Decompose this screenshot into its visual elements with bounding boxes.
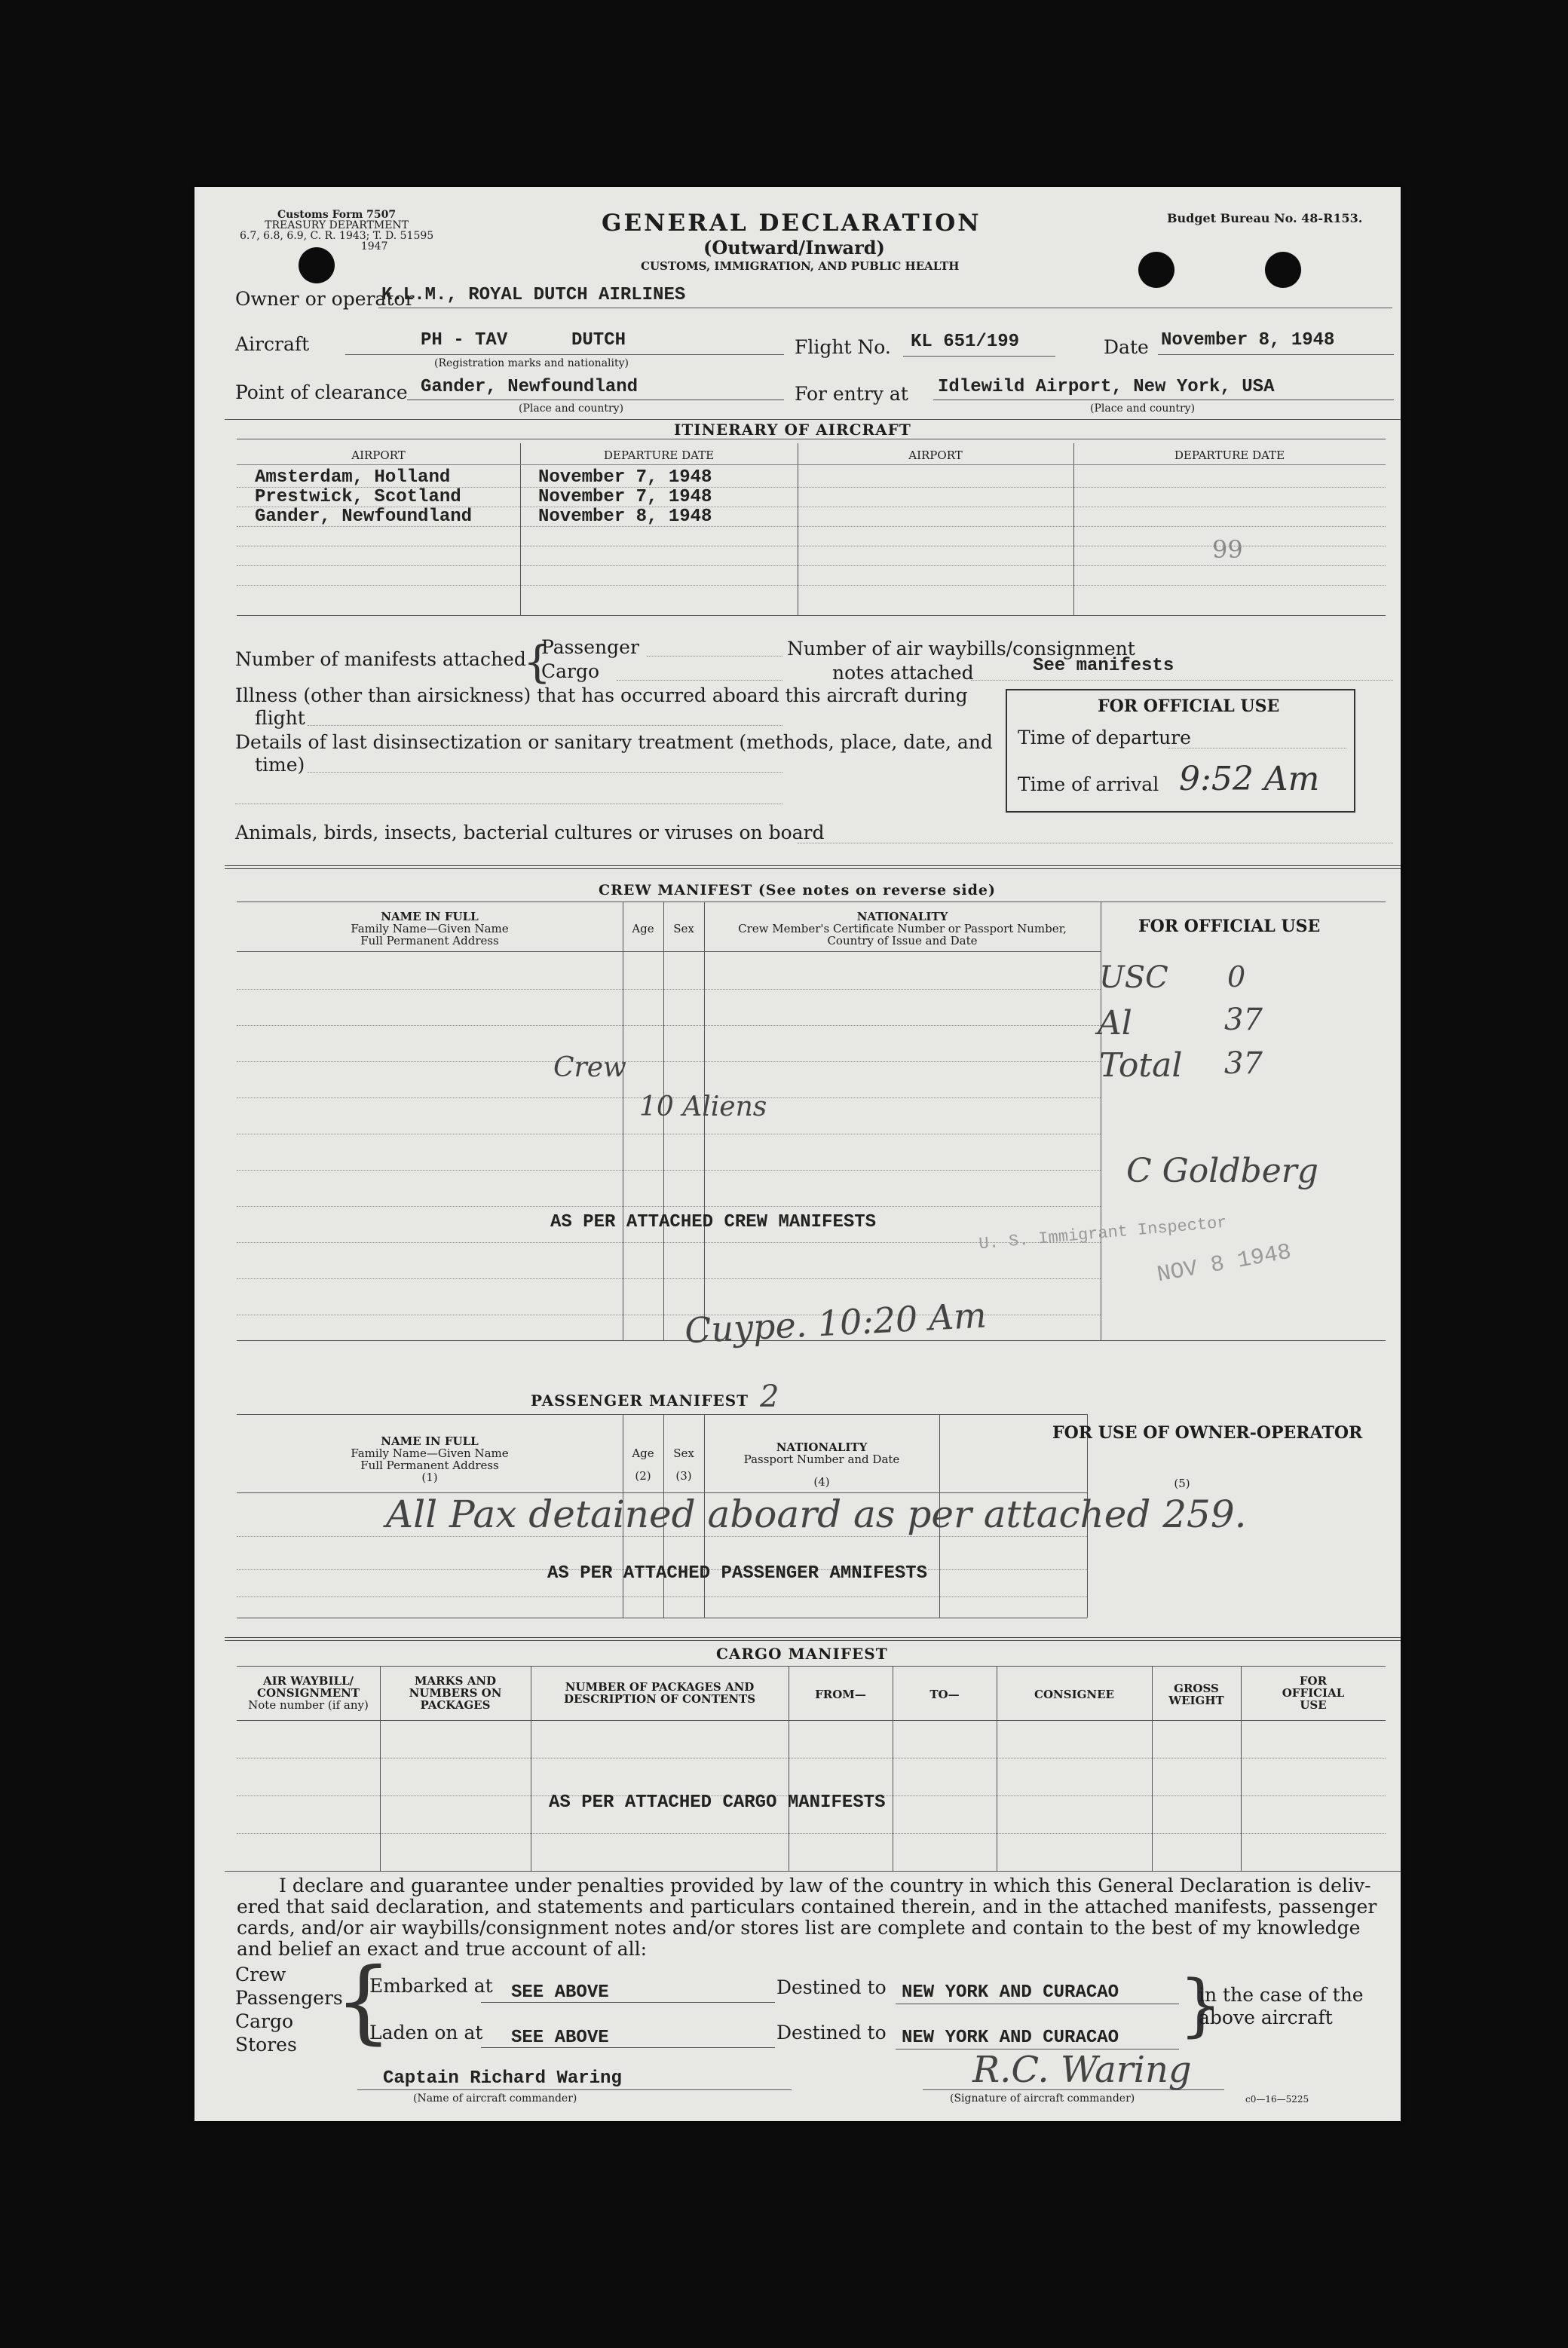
destined-value-2: NEW YORK AND CURACAO [902, 2028, 1119, 2048]
crew-hw-usc: USC [1099, 960, 1168, 995]
punch-hole [299, 247, 335, 283]
signature-caption: (Signature of aircraft commander) [950, 2092, 1135, 2105]
flight-value: KL 651/199 [911, 332, 1020, 352]
categories-brace: { [335, 1949, 393, 2054]
passenger-header-nat-1: NATIONALITY [776, 1440, 868, 1454]
crew-hw-alien-count: 37 [1224, 1003, 1263, 1037]
passenger-header-name-3: Full Permanent Address [360, 1459, 499, 1472]
budget-number: Budget Bureau No. 48-R153. [1167, 211, 1363, 225]
cargo-header-line [237, 1720, 1386, 1721]
declaration-line: ered that said declaration, and statements and particulars contained therein, and in the attached manifests, passenger [237, 1896, 1377, 1918]
declaration-line: I declare and guarantee under penalties provided by law of the country in which this General Declaration is deliv- [279, 1875, 1371, 1896]
itinerary-date: November 7, 1948 [538, 467, 712, 488]
passenger-header-name [237, 1435, 623, 1483]
itinerary-header-airport-2: AIRPORT [908, 448, 963, 462]
cargo-header-marks [380, 1675, 531, 1711]
date-label: Date [1104, 336, 1149, 358]
declaration-text [237, 1875, 1377, 1960]
crew-header-name [237, 911, 623, 947]
case-label: in the case of the [1199, 1984, 1364, 2006]
manifests-passenger: Passenger [541, 636, 639, 658]
itinerary-header-line [237, 464, 1386, 465]
crew-hw-alien: Al [1098, 1004, 1132, 1042]
category-crew: Crew [235, 1964, 286, 1985]
itinerary-header-date: DEPARTURE DATE [603, 448, 715, 462]
crew-hw-aliens: 10 Aliens [639, 1091, 767, 1122]
passenger-header-age-num: (2) [635, 1469, 651, 1483]
entry-line [933, 399, 1394, 400]
manifests-cargo-line [617, 680, 782, 681]
crew-top-rule [225, 865, 1401, 869]
crew-row-line [237, 1242, 1101, 1243]
clearance-line [407, 399, 784, 400]
passenger-title: PASSENGER MANIFEST [531, 1391, 749, 1410]
passenger-row-line [237, 1536, 1087, 1537]
manifests-brace: { [523, 636, 551, 687]
waybills-value: See manifests [1033, 656, 1174, 676]
crew-header-nationality [704, 911, 1101, 947]
itinerary-airport: Prestwick, Scotland [255, 487, 461, 507]
itinerary-date: November 7, 1948 [538, 487, 712, 507]
category-cargo: Cargo [235, 2010, 294, 2032]
passenger-header-nationality [704, 1441, 939, 1488]
inspector-stamp-date: NOV 8 1948 [1155, 1239, 1294, 1289]
clearance-caption: (Place and country) [519, 403, 624, 415]
aircraft-caption: (Registration marks and nationality) [434, 357, 629, 369]
general-declaration-form [194, 187, 1401, 2121]
commander-caption: (Name of aircraft commander) [413, 2092, 577, 2105]
crew-hw-total: Total [1099, 1046, 1183, 1085]
cargo-header-marks-1: MARKS AND [414, 1674, 497, 1688]
form-subtitle: (Outward/Inward) [703, 237, 885, 259]
passenger-header-name-4: (1) [421, 1471, 438, 1484]
crew-header-nat-2: Crew Member's Certificate Number or Passport Number, [738, 922, 1067, 935]
passenger-rule [237, 1414, 1087, 1415]
itinerary-top-line [225, 419, 1401, 420]
declaration-line: and belief an exact and true account of all: [237, 1938, 648, 1960]
crew-header-age: Age [632, 922, 654, 935]
date-line [1158, 354, 1394, 355]
case-label-2: above aircraft [1199, 2007, 1333, 2028]
commander-name: Captain Richard Waring [383, 2068, 622, 2089]
passenger-header-sex-label: Sex [673, 1446, 694, 1460]
cargo-header-official-3: USE [1300, 1698, 1327, 1712]
owner-operator-use: FOR USE OF OWNER-OPERATOR [1052, 1423, 1363, 1443]
passenger-header-col5: (5) [1174, 1477, 1190, 1490]
entry-caption: (Place and country) [1090, 403, 1196, 415]
embarked-label: Embarked at [369, 1975, 493, 1997]
aircraft-label: Aircraft [235, 333, 310, 355]
cargo-top-rule [225, 1637, 1401, 1641]
cargo-header-weight-1: GROSS [1174, 1682, 1219, 1695]
crew-header-name-3: Full Permanent Address [360, 934, 499, 947]
form-id [240, 210, 433, 252]
clearance-value: Gander, Newfoundland [421, 377, 639, 397]
cargo-header-from: FROM— [815, 1688, 866, 1701]
crew-row-line [237, 1170, 1101, 1171]
form-number: Customs Form 7507 [277, 209, 397, 221]
cargo-bottom-line [225, 1871, 1401, 1872]
disinsect-label: Details of last disinsectization or sanitary treatment (methods, place, date, and [235, 731, 993, 753]
crew-hw-total-count: 37 [1224, 1046, 1263, 1081]
cargo-header-marks-2: NUMBERS ON [409, 1686, 502, 1700]
cargo-rule [237, 1666, 1386, 1667]
passenger-header-nat-2: Passport Number and Date [743, 1453, 900, 1466]
punch-hole [1265, 252, 1301, 288]
form-title: GENERAL DECLARATION [602, 210, 982, 237]
itinerary-note: 99 [1212, 535, 1243, 564]
departure-time-label: Time of departure [1018, 727, 1191, 748]
embarked-line [481, 2002, 775, 2003]
case-brace: } [1179, 1966, 1223, 2045]
manifests-cargo: Cargo [541, 660, 600, 682]
cargo-header-official-2: OFFICIAL [1282, 1686, 1345, 1700]
crew-row-line [237, 1206, 1101, 1207]
itinerary-header-date-2: DEPARTURE DATE [1174, 448, 1285, 462]
crew-row-line [237, 1278, 1101, 1279]
department: TREASURY DEPARTMENT [265, 219, 409, 231]
passenger-header-name-1: NAME IN FULL [381, 1434, 479, 1448]
waybills-label-2: notes attached [832, 662, 974, 684]
cargo-header-waybill-3: Note number (if any) [248, 1698, 369, 1712]
cargo-header-marks-3: PACKAGES [420, 1698, 491, 1712]
destined-label-2: Destined to [776, 2022, 887, 2043]
commander-line [357, 2089, 792, 2090]
cargo-header-official [1241, 1675, 1386, 1711]
laden-label: Laden on at [369, 2022, 483, 2043]
cargo-title: CARGO MANIFEST [716, 1645, 888, 1663]
cargo-header-consignee: CONSIGNEE [1034, 1688, 1114, 1701]
itinerary-airport: Gander, Newfoundland [255, 507, 473, 527]
cargo-header-weight-2: WEIGHT [1168, 1694, 1224, 1707]
owner-value: K.L.M., ROYAL DUTCH AIRLINES [381, 285, 686, 305]
destined-label: Destined to [776, 1976, 887, 1998]
passenger-header-age [623, 1447, 663, 1482]
inspector-stamp-title: U. S. Immigrant Inspector [978, 1213, 1228, 1254]
itinerary-date: November 8, 1948 [538, 507, 712, 527]
passenger-typed: AS PER ATTACHED PASSENGER AMNIFESTS [547, 1563, 928, 1584]
commander-signature: R.C. Waring [972, 2049, 1192, 2091]
inspector-signature: C Goldberg [1126, 1152, 1318, 1190]
aircraft-nationality: DUTCH [571, 330, 626, 351]
cargo-header-waybill [237, 1675, 380, 1711]
declaration-categories [235, 1963, 343, 2056]
crew-header-sex: Sex [673, 922, 694, 935]
itinerary-col [1073, 443, 1074, 615]
waybills-line [971, 680, 1393, 681]
aircraft-line [345, 354, 784, 355]
crew-header-nat-1: NATIONALITY [856, 910, 948, 923]
arrival-time-value: 9:52 Am [1179, 760, 1320, 798]
regulation-ref: 6.7, 6.8, 6.9, C. R. 1943; T. D. 51595 [240, 230, 434, 242]
flight-line [903, 356, 1055, 357]
passenger-header-sex [663, 1447, 704, 1482]
cargo-header-packages-2: DESCRIPTION OF CONTENTS [563, 1692, 756, 1706]
cargo-header-official-1: FOR [1299, 1674, 1328, 1688]
entry-label: For entry at [795, 383, 908, 405]
laden-line [481, 2047, 775, 2048]
official-use-box [1006, 689, 1355, 813]
manifests-passenger-line [647, 656, 782, 657]
disinsect-line [308, 772, 782, 773]
crew-title: CREW MANIFEST (See notes on reverse side) [599, 882, 997, 898]
owner-label: Owner or operator [235, 288, 415, 310]
category-passengers: Passengers [235, 1987, 343, 2009]
cargo-typed: AS PER ATTACHED CARGO MANIFESTS [549, 1792, 886, 1813]
cargo-header-packages-1: NUMBER OF PACKAGES AND [565, 1680, 755, 1694]
illness-label-2: flight [255, 707, 305, 729]
crew-hw-crew: Crew [553, 1052, 626, 1083]
passenger-row-line [237, 1596, 1087, 1597]
crew-header-name-1: NAME IN FULL [381, 910, 479, 923]
cargo-header-waybill-2: CONSIGNMENT [257, 1686, 360, 1700]
animals-label: Animals, birds, insects, bacterial cultures or viruses on board [235, 822, 825, 843]
crew-hw-usc-count: 0 [1227, 960, 1246, 993]
entry-value: Idlewild Airport, New York, USA [938, 377, 1275, 397]
disinsect-label-2: time) [255, 754, 305, 776]
cargo-header-to: TO— [929, 1688, 960, 1701]
print-code: c0—16—5225 [1245, 2094, 1309, 2105]
declaration-line: cards, and/or air waybills/consignment notes and/or stores list are complete and contain to the best of my knowledge [237, 1917, 1361, 1939]
manifests-label: Number of manifests attached [235, 648, 526, 670]
itinerary-title: ITINERARY OF AIRCRAFT [674, 421, 911, 439]
aircraft-registration: PH - TAV [421, 330, 508, 351]
flight-label: Flight No. [795, 336, 891, 358]
crew-header-line [237, 951, 1101, 952]
passenger-hw-count: 2 [760, 1379, 779, 1414]
waybills-label: Number of air waybills/consignment [787, 638, 1135, 660]
passenger-header-name-2: Family Name—Given Name [351, 1446, 509, 1460]
crew-row-line [237, 1025, 1101, 1026]
crew-header-nat-3: Country of Issue and Date [827, 934, 978, 947]
itinerary-bottom-line [237, 615, 1386, 616]
passenger-header-age-label: Age [632, 1446, 654, 1460]
crew-typed: AS PER ATTACHED CREW MANIFESTS [550, 1212, 877, 1232]
arrival-time-label: Time of arrival [1018, 773, 1159, 795]
itinerary-row-line [237, 565, 1386, 566]
illness-line [308, 725, 782, 726]
punch-hole [1138, 252, 1174, 288]
form-year: 1947 [360, 240, 388, 253]
crew-official-use: FOR OFFICIAL USE [1138, 917, 1321, 936]
crew-header-name-2: Family Name—Given Name [351, 922, 509, 935]
itinerary-col [520, 443, 521, 615]
passenger-header-nat-3: (4) [813, 1475, 830, 1489]
itinerary-row-line [237, 585, 1386, 586]
laden-value: SEE ABOVE [511, 2028, 609, 2048]
crew-row-line [237, 1061, 1101, 1062]
cargo-header-waybill-1: AIR WAYBILL/ [262, 1674, 354, 1688]
itinerary-header-airport: AIRPORT [351, 448, 406, 462]
clearance-label: Point of clearance [235, 381, 408, 403]
illness-label: Illness (other than airsickness) that has occurred aboard this aircraft during [235, 684, 968, 706]
form-agencies: CUSTOMS, IMMIGRATION, AND PUBLIC HEALTH [641, 259, 960, 273]
itinerary-airport: Amsterdam, Holland [255, 467, 451, 488]
crew-hw-time: Cuype. 10:20 Am [683, 1294, 988, 1352]
crew-row-line [237, 989, 1101, 990]
cargo-header-weight [1152, 1682, 1241, 1707]
cargo-row-line [237, 1758, 1386, 1759]
official-use-title: FOR OFFICIAL USE [1098, 696, 1280, 716]
passenger-hw-note: All Pax detained aboard as per attached 259. [386, 1492, 1247, 1536]
category-stores: Stores [235, 2034, 297, 2056]
date-value: November 8, 1948 [1161, 330, 1335, 351]
embarked-value: SEE ABOVE [511, 1982, 609, 2003]
cargo-row-line [237, 1833, 1386, 1834]
signature-line [923, 2089, 1224, 2090]
passenger-header-sex-num: (3) [675, 1469, 692, 1483]
cargo-header-packages [531, 1681, 789, 1705]
destined-value: NEW YORK AND CURACAO [902, 1982, 1119, 2003]
